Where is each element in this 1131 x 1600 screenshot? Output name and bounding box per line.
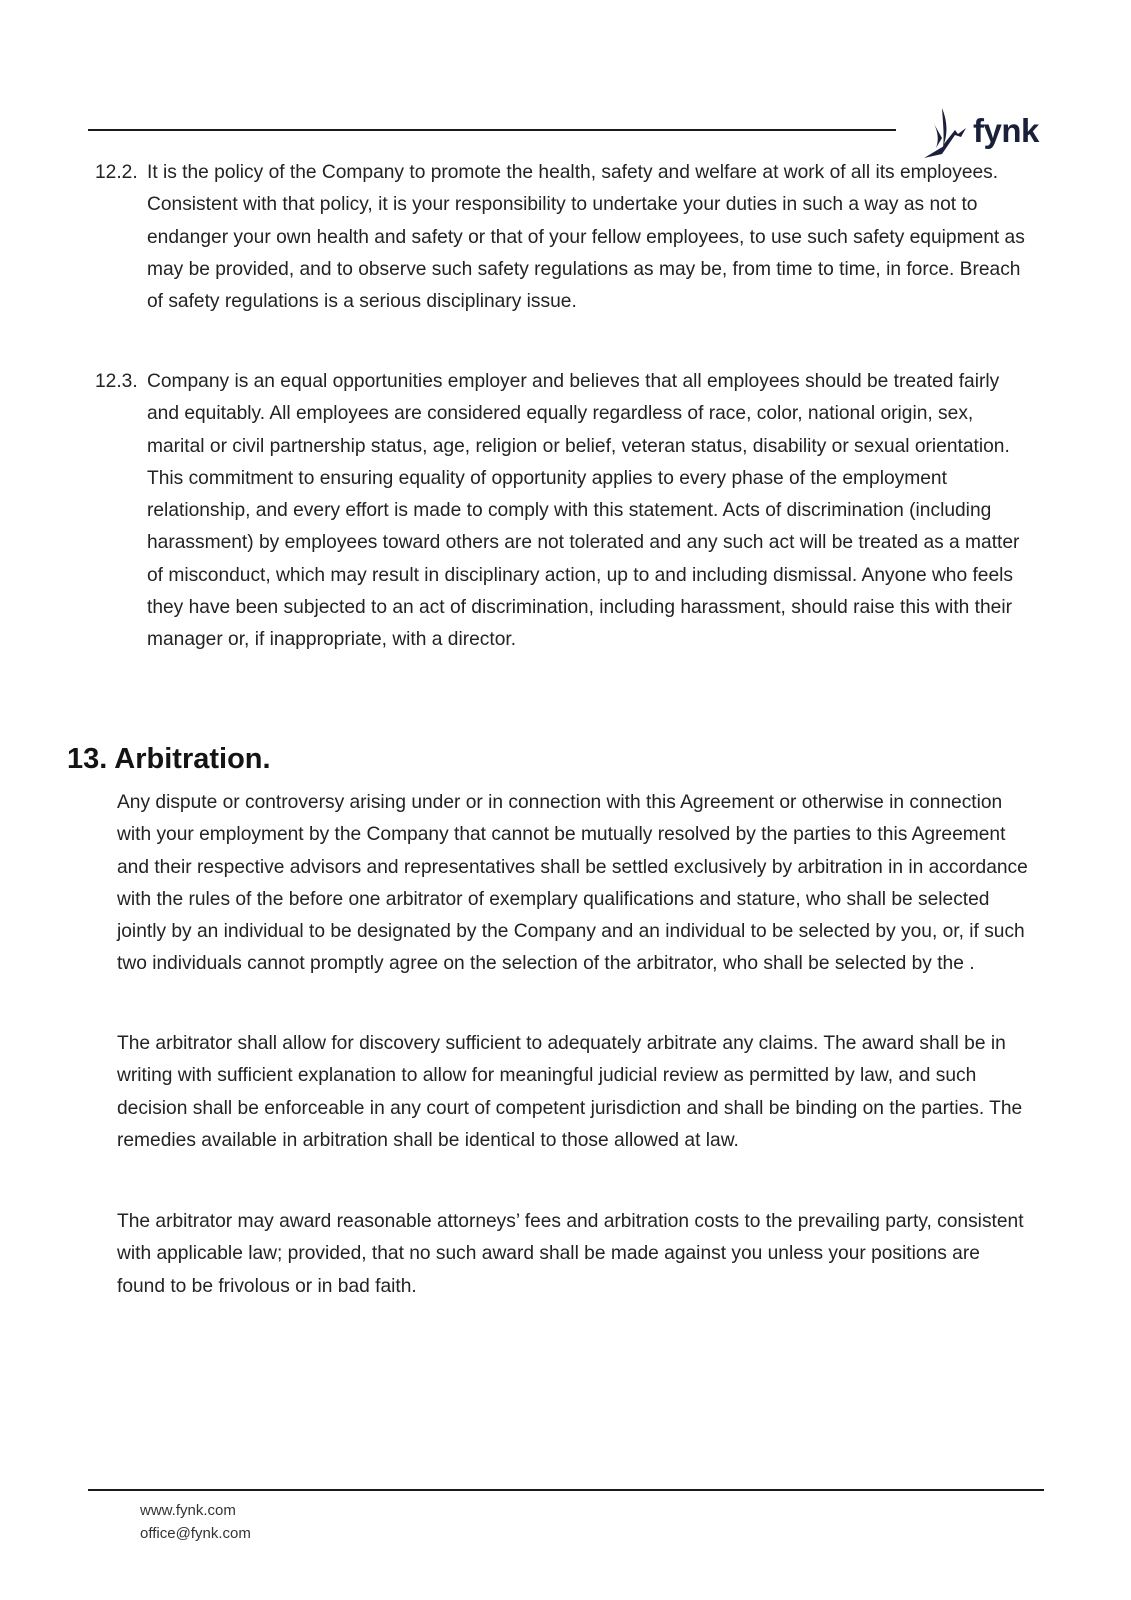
footer-email-link[interactable]: office@fynk.com	[140, 1525, 251, 1542]
section-number-12-3: 12.3.	[95, 371, 138, 392]
brand-logo	[922, 104, 1052, 160]
arbitration-paragraph-2: The arbitrator shall allow for discovery sufficient to adequately arbitrate any claims. The award shall be in writing with sufficient explanation to allow for meaningful judicial review as permitted by law, and such decision shall be enforceable in any court of competent jurisdiction and shall be binding on the parties. The remedies available in arbitration shall be identical to those allowed at law.	[117, 1033, 1023, 1151]
brand-name: fynk	[973, 112, 1039, 149]
footer-divider	[88, 1489, 1044, 1491]
section-number-12-2: 12.2.	[95, 162, 138, 183]
footer-website-link[interactable]: www.fynk.com	[140, 1502, 236, 1519]
arbitration-paragraph-1: Any dispute or controversy arising under or in connection with this Agreement or otherwise in connection with your employment by the Company that cannot be mutually resolved by the parties to this Agreement and their respective advisors and representatives shall be settled exclusively by arbitration in in accordance with the rules of the before one arbitrator of exemplary qualifications and stature, who shall be selected jointly by an individual to be designated by the Company and an individual to be selected by you, or, if such two individuals cannot promptly agree on the selection of the arbitrator, who shall be selected by the .	[117, 792, 1028, 975]
arbitration-paragraph-3: The arbitrator may award reasonable attorneys’ fees and arbitration costs to the prevailing party, consistent with applicable law; provided, that no such award shall be made against you unless your positions are found to be frivolous or in bad faith.	[117, 1211, 1024, 1297]
section-12-3-text: Company is an equal opportunities employer and believes that all employees should be treated fairly and equitably. All employees are considered equally regardless of race, color, national origin, sex, marital or civil partnership status, age, religion or belief, veteran status, disability or sexual orientation. This commitment to ensuring equality of opportunity applies to every phase of the employment relationship, and every effort is made to comply with this statement. Acts of discrimination (including harassment) by employees toward others are not tolerated and any such act will be treated as a matter of misconduct, which may result in disciplinary action, up to and including dismissal. Anyone who feels they have been subjected to an act of discrimination, including harassment, should raise this with their manager or, if inappropriate, with a director.	[147, 371, 1020, 651]
header-divider	[88, 129, 896, 131]
fynk-bird-logo-icon	[922, 104, 972, 160]
section-13-heading: 13. Arbitration.	[67, 743, 271, 775]
section-12-2-text: It is the policy of the Company to promote the health, safety and welfare at work of all its employees. Consistent with that policy, it is your responsibility to undertake your duties in such a way as not to endanger your own health and safety or that of your fellow employees, to use such safety equipment as may be provided, and to observe such safety regulations as may be, from time to time, in force. Breach of safety regulations is a serious disciplinary issue.	[147, 162, 1025, 313]
